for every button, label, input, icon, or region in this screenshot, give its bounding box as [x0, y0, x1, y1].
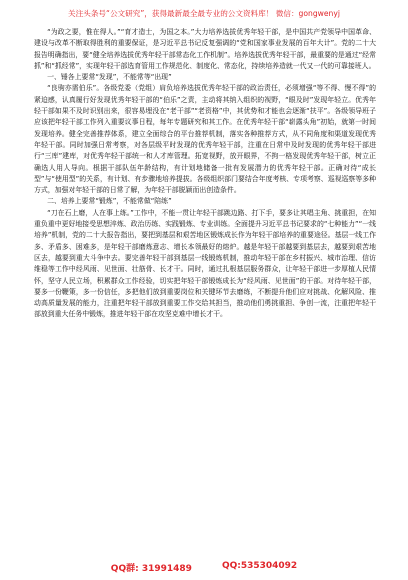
paragraph: “良驹亦需伯乐”。各级党委（党组）肩负培养选拔优秀年轻干部的政治责任，必须增强“等不得、慢不得”的紧迫感，认真履行好发现优秀年轻干部的“伯乐”之责，主动将其纳入组织的视野，“眼及时”发现年轻立。优秀年轻干部如果不及时识别出来，很容易埋没在“老干部”“老资格”中，其优势和才能也会逐渐“扶平”。各级领导班子应该把年轻干部工作列入重要议事日程，每年专题研究和其工作。在优秀年轻干部“崭露头角”初始，就第一时间发现培养。健全完善推荐体系，建立全面综合的平台推荐机制，落实各种推荐方式，从不同角度和渠道发现优秀年轻干部。同时加强日常考察，对各层级平时发现的优秀年轻干部，注重在日常中及时发现的优秀年轻干部进行“三库”建库，对优秀年轻干部统一和人才库管理。拓宽视野，放开眼界，不拘一格发现优秀年轻干部，树立正确选人用人导向。根据干部队伍年龄结构，有计划地储备一批有发展潜力的优秀年轻干部。正确对待“成长型”与“使用型”的关系，有计划、有步骤地培养提拔。各级组织部门要结合年度考核、专项考察、巡视巡察等多种方式，加强对年轻干部的日常了解，为年轻干部脱颖而出创造条件。: [34, 84, 376, 195]
top-banner: [0, 0, 408, 26]
document-body: [34, 27, 376, 321]
paragraph: “为政之要，惟在得人。”“育才造士，为国之本。”大力培养选拔优秀年轻干部，是中国共产党领导中国革命、建设与改革不断取得胜利的重要保证，是习近平总书记反复强调的“党和国家事业发展的百年大计”。党的二十大报告明确指出，要“健全培养选拔优秀年轻干部常态化工作机制”。培养选拔优秀年轻干部，最重要的是通过“经常抓”和“抓经常”，实现年轻干部选育管用工作规范化、制度化、常态化，持续培养造就一代又一代的可靠接班人。: [34, 28, 376, 70]
footer-qq-group: QQ群: 31991489: [110, 564, 192, 574]
footer: [0, 561, 408, 574]
paragraph: “刀在石上磨，人在事上练。”工作中，不能一贯让年轻干部跳边路、打下手，要多让其唱主角、挑重担，在知重负重中更好地接受思想淬炼、政治历练、实践锻炼、专业训练。全面提升习近平总书记要求的“七种能力”“一线培养”机制，党的二十大报告指出，要把到基层和艰苦地区锻炼成长作为年轻干部培养的重要途径。基层一线工作多、矛盾多、困难多，是年轻干部磨炼意志、增长本领最好的熔炉。越是年轻干部越要到基层去，越要到艰苦地区去，越要到重大斗争中去。要完善年轻干部到基层一线锻炼机制，推动年轻干部在乡村振兴、城市治理、信访维稳等工作中经风雨、见世面、壮筋骨、长才干。同时，通过扎根基层服务群众，让年轻干部进一步厚植人民情怀，坚守人民立场，积累群众工作经验，切实把年轻干部锻炼成长为“经风雨、见世面”的干部。对待年轻干部，要多一份鞭策，多一份信任，多把他们放到重要岗位和关键环节去磨练，不断提升他们应对挑战、化解风险、推动高质量发展的能力，注重把年轻干部放到重要工作交给其担当，推动他们勇挑重担、争创一流，注重把年轻干部放到重大任务中锻炼，推进年轻干部在攻坚克难中增长才干。: [34, 208, 376, 319]
banner-text: 关注头条号“公文研究”，获得最新最全最专业的公文资料库！ 微信：gongwenyj: [68, 8, 340, 18]
section-heading: 一、锤各上要常“发现”，不能常等“出现”: [47, 73, 172, 82]
section-heading: 二、培养上要常“锻炼”，不能常做“陪练”: [47, 197, 172, 206]
footer-qq: QQ:535304092: [221, 561, 298, 571]
